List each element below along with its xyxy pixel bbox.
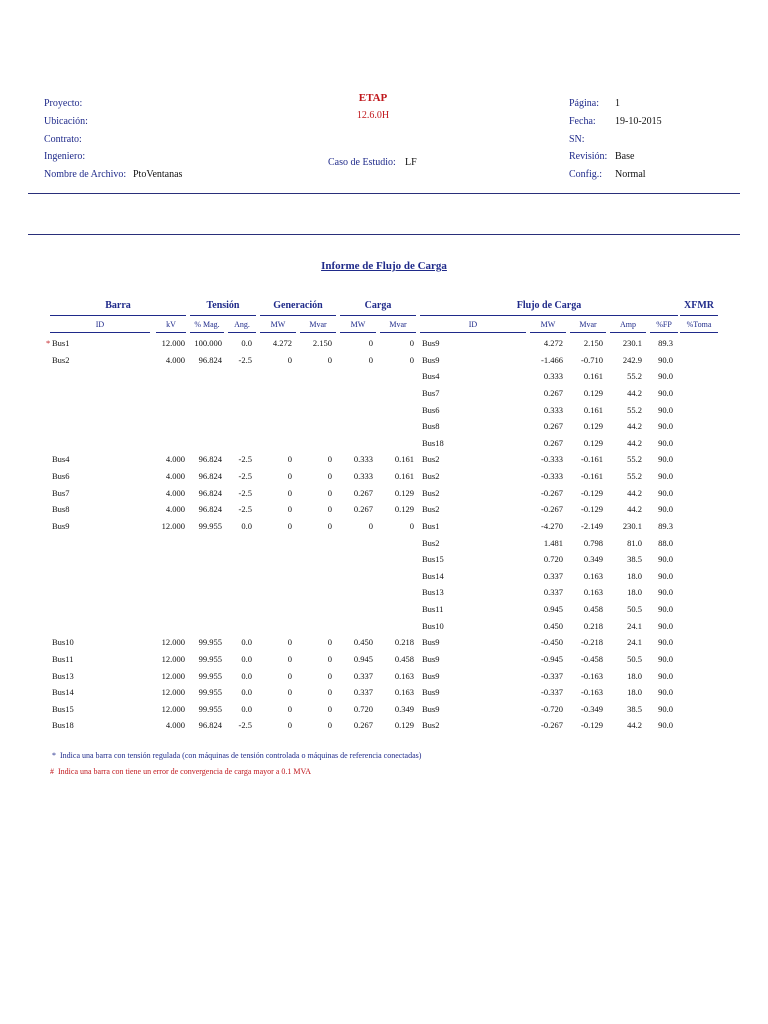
cell-flow-mw: -0.333 bbox=[541, 471, 563, 481]
cell-flow-mvar: 0.163 bbox=[583, 571, 603, 581]
cell-load-mvar: 0.349 bbox=[394, 704, 414, 714]
cell-bus-id: Bus7 bbox=[52, 488, 70, 498]
cell-gen-mw: 0 bbox=[287, 454, 292, 464]
cell-ang: 0.0 bbox=[241, 654, 252, 664]
cell-gen-mw: 0 bbox=[287, 521, 292, 531]
cell-load-mvar: 0.161 bbox=[394, 471, 414, 481]
column-underline bbox=[610, 332, 646, 333]
cell-load-mw: 0.337 bbox=[353, 687, 373, 697]
cell-bus-id: Bus9 bbox=[52, 521, 70, 531]
cell-flow-id: Bus2 bbox=[422, 454, 440, 464]
cell-flow-mw: 0.267 bbox=[543, 388, 563, 398]
col-kv: kV bbox=[166, 320, 176, 329]
cell-load-mw: 0.267 bbox=[353, 488, 373, 498]
cell-amp: 81.0 bbox=[627, 538, 642, 548]
cell-load-mw: 0.267 bbox=[353, 504, 373, 514]
cell-gen-mw: 0 bbox=[287, 704, 292, 714]
cell-load-mw: 0 bbox=[368, 355, 373, 365]
cell-load-mw: 0 bbox=[368, 338, 373, 348]
cell-flow-mvar: 0.161 bbox=[583, 371, 603, 381]
cell-kv: 4.000 bbox=[165, 355, 185, 365]
cell-pf: 90.0 bbox=[658, 471, 673, 481]
revision-value: Base bbox=[615, 151, 635, 162]
cell-amp: 18.0 bbox=[627, 671, 642, 681]
cell-flow-mw: -0.450 bbox=[541, 637, 563, 647]
group-tension: Tensión bbox=[206, 300, 240, 311]
cell-load-mw: 0.720 bbox=[353, 704, 373, 714]
cell-ang: 0.0 bbox=[241, 637, 252, 647]
app-name: ETAP bbox=[358, 92, 388, 104]
cell-flow-mvar: 2.150 bbox=[583, 338, 603, 348]
archivo-value: PtoVentanas bbox=[133, 169, 183, 180]
note-text: Indica una barra con tensión regulada (con máquinas de tensión controlada o máquinas de referencia conectadas) bbox=[60, 751, 422, 760]
cell-flow-mvar: -0.161 bbox=[581, 471, 603, 481]
cell-amp: 44.2 bbox=[627, 438, 642, 448]
cell-ang: -2.5 bbox=[238, 454, 252, 464]
cell-flow-mvar: 0.349 bbox=[583, 554, 603, 564]
cell-pf: 90.0 bbox=[658, 371, 673, 381]
cell-flow-mw: -0.337 bbox=[541, 687, 563, 697]
cell-flow-mw: 1.481 bbox=[543, 538, 563, 548]
label-contrato: Contrato: bbox=[44, 134, 82, 145]
cell-mag: 99.955 bbox=[198, 671, 222, 681]
cell-gen-mvar: 0 bbox=[327, 687, 332, 697]
cell-mag: 96.824 bbox=[198, 488, 222, 498]
group-underline bbox=[190, 315, 256, 316]
label-ingeniero: Ingeniero: bbox=[44, 151, 86, 162]
note-convergence bbox=[50, 767, 311, 776]
cell-kv: 4.000 bbox=[165, 720, 185, 730]
cell-load-mw: 0.333 bbox=[353, 454, 373, 464]
cell-amp: 38.5 bbox=[627, 554, 642, 564]
cell-amp: 18.0 bbox=[627, 687, 642, 697]
cell-gen-mw: 0 bbox=[287, 355, 292, 365]
cell-pf: 90.0 bbox=[658, 504, 673, 514]
group-underline bbox=[420, 315, 678, 316]
cell-ang: -2.5 bbox=[238, 504, 252, 514]
cell-flow-mvar: -0.163 bbox=[581, 687, 603, 697]
cell-flow-mvar: -0.218 bbox=[581, 637, 603, 647]
cell-kv: 12.000 bbox=[161, 338, 185, 348]
cell-load-mvar: 0.218 bbox=[394, 637, 414, 647]
header-divider bbox=[28, 193, 740, 194]
cell-ang: -2.5 bbox=[238, 355, 252, 365]
title-divider bbox=[28, 234, 740, 235]
cell-mag: 99.955 bbox=[198, 521, 222, 531]
cell-flow-id: Bus9 bbox=[422, 338, 440, 348]
cell-pf: 89.3 bbox=[658, 338, 673, 348]
cell-flow-id: Bus2 bbox=[422, 488, 440, 498]
cell-amp: 44.2 bbox=[627, 421, 642, 431]
cell-gen-mw: 0 bbox=[287, 488, 292, 498]
cell-pf: 90.0 bbox=[658, 604, 673, 614]
cell-bus-id: Bus4 bbox=[52, 454, 70, 464]
cell-flow-mw: 0.267 bbox=[543, 438, 563, 448]
cell-flow-mw: -0.267 bbox=[541, 488, 563, 498]
label-fecha: Fecha: bbox=[569, 116, 596, 127]
cell-bus-id: Bus1 bbox=[52, 338, 70, 348]
cell-flow-id: Bus4 bbox=[422, 371, 440, 381]
cell-flow-id: Bus9 bbox=[422, 637, 440, 647]
cell-flow-id: Bus1 bbox=[422, 521, 440, 531]
cell-bus-id: Bus13 bbox=[52, 671, 74, 681]
cell-mag: 96.824 bbox=[198, 720, 222, 730]
cell-mag: 99.955 bbox=[198, 704, 222, 714]
cell-amp: 44.2 bbox=[627, 720, 642, 730]
cell-flow-mvar: -0.161 bbox=[581, 454, 603, 464]
cell-flow-id: Bus9 bbox=[422, 687, 440, 697]
note-regulated bbox=[52, 751, 421, 760]
cell-bus-id: Bus18 bbox=[52, 720, 74, 730]
col-flow-mw: MW bbox=[540, 320, 556, 329]
cell-flow-mvar: 0.458 bbox=[583, 604, 603, 614]
cell-pf: 90.0 bbox=[658, 621, 673, 631]
group-flujo: Flujo de Carga bbox=[516, 300, 582, 311]
cell-kv: 12.000 bbox=[161, 521, 185, 531]
cell-kv: 12.000 bbox=[161, 704, 185, 714]
cell-flow-id: Bus7 bbox=[422, 388, 440, 398]
label-revision: Revisión: bbox=[569, 151, 608, 162]
label-ubicacion: Ubicación: bbox=[44, 116, 88, 127]
cell-gen-mw: 0 bbox=[287, 671, 292, 681]
column-underline bbox=[340, 332, 376, 333]
col-gen-mvar: Mvar bbox=[309, 320, 327, 329]
cell-flow-mvar: 0.798 bbox=[583, 538, 603, 548]
cell-flow-mw: -0.720 bbox=[541, 704, 563, 714]
column-underline bbox=[228, 332, 256, 333]
cell-gen-mw: 4.272 bbox=[272, 338, 292, 348]
cell-mag: 96.824 bbox=[198, 355, 222, 365]
cell-ang: 0.0 bbox=[241, 671, 252, 681]
cell-amp: 44.2 bbox=[627, 504, 642, 514]
cell-flow-mvar: 0.218 bbox=[583, 621, 603, 631]
cell-load-mw: 0.337 bbox=[353, 671, 373, 681]
cell-flow-mw: 0.337 bbox=[543, 571, 563, 581]
cell-flow-id: Bus11 bbox=[422, 604, 444, 614]
note-text: Indica una barra con tiene un error de convergencia de carga mayor a 0.1 MVA bbox=[58, 767, 312, 776]
cell-flow-mvar: -0.129 bbox=[581, 504, 603, 514]
cell-load-mvar: 0.163 bbox=[394, 687, 414, 697]
cell-gen-mvar: 0 bbox=[327, 671, 332, 681]
cell-flow-mw: 0.333 bbox=[543, 405, 563, 415]
cell-flow-id: Bus6 bbox=[422, 405, 440, 415]
cell-pf: 89.3 bbox=[658, 521, 673, 531]
column-underline bbox=[650, 332, 678, 333]
cell-ang: 0.0 bbox=[241, 704, 252, 714]
cell-flow-mw: 0.337 bbox=[543, 587, 563, 597]
note-symbol: * bbox=[52, 751, 56, 760]
cell-gen-mvar: 0 bbox=[327, 521, 332, 531]
column-underline bbox=[380, 332, 416, 333]
cell-pf: 90.0 bbox=[658, 687, 673, 697]
cell-flow-mvar: -2.149 bbox=[581, 521, 603, 531]
cell-pf: 90.0 bbox=[658, 438, 673, 448]
cell-pf: 90.0 bbox=[658, 654, 673, 664]
cell-flow-id: Bus13 bbox=[422, 587, 444, 597]
label-sn: SN: bbox=[569, 134, 585, 145]
cell-pf: 90.0 bbox=[658, 571, 673, 581]
cell-bus-id: Bus8 bbox=[52, 504, 70, 514]
cell-pf: 90.0 bbox=[658, 454, 673, 464]
group-underline bbox=[680, 315, 718, 316]
cell-gen-mvar: 0 bbox=[327, 654, 332, 664]
cell-flow-mvar: 0.129 bbox=[583, 421, 603, 431]
cell-flow-id: Bus8 bbox=[422, 421, 440, 431]
cell-mag: 96.824 bbox=[198, 471, 222, 481]
group-generacion: Generación bbox=[273, 300, 323, 311]
cell-load-mvar: 0 bbox=[409, 338, 414, 348]
cell-pf: 90.0 bbox=[658, 421, 673, 431]
cell-kv: 4.000 bbox=[165, 504, 185, 514]
cell-amp: 55.2 bbox=[627, 371, 642, 381]
cell-flow-mw: -0.267 bbox=[541, 504, 563, 514]
cell-pf: 90.0 bbox=[658, 671, 673, 681]
cell-flow-mvar: 0.163 bbox=[583, 587, 603, 597]
cell-flow-id: Bus18 bbox=[422, 438, 444, 448]
cell-gen-mw: 0 bbox=[287, 637, 292, 647]
cell-gen-mvar: 0 bbox=[327, 504, 332, 514]
cell-flow-mw: 0.267 bbox=[543, 421, 563, 431]
label-proyecto: Proyecto: bbox=[44, 98, 83, 109]
cell-mag: 99.955 bbox=[198, 637, 222, 647]
group-underline bbox=[340, 315, 416, 316]
cell-flow-mvar: -0.129 bbox=[581, 488, 603, 498]
col-load-mvar: Mvar bbox=[389, 320, 407, 329]
cell-flow-id: Bus14 bbox=[422, 571, 444, 581]
cell-mag: 99.955 bbox=[198, 687, 222, 697]
column-underline bbox=[50, 332, 150, 333]
cell-gen-mw: 0 bbox=[287, 471, 292, 481]
cell-amp: 242.9 bbox=[622, 355, 642, 365]
cell-pf: 90.0 bbox=[658, 554, 673, 564]
cell-flow-mw: 0.945 bbox=[543, 604, 563, 614]
cell-load-mw: 0.450 bbox=[353, 637, 373, 647]
cell-amp: 230.1 bbox=[622, 338, 642, 348]
app-version: 12.6.0H bbox=[356, 110, 390, 121]
col-ang: Ang. bbox=[234, 320, 250, 329]
cell-flow-id: Bus9 bbox=[422, 704, 440, 714]
cell-load-mvar: 0.129 bbox=[394, 504, 414, 514]
column-underline bbox=[680, 332, 718, 333]
cell-gen-mvar: 0 bbox=[327, 704, 332, 714]
cell-flow-mw: 0.333 bbox=[543, 371, 563, 381]
cell-load-mvar: 0.129 bbox=[394, 488, 414, 498]
cell-flow-mw: 4.272 bbox=[543, 338, 563, 348]
cell-pf: 88.0 bbox=[658, 538, 673, 548]
col-load-mw: MW bbox=[350, 320, 366, 329]
cell-kv: 4.000 bbox=[165, 471, 185, 481]
col-flow-mvar: Mvar bbox=[579, 320, 597, 329]
cell-gen-mvar: 0 bbox=[327, 355, 332, 365]
regulated-marker: * bbox=[46, 338, 51, 348]
cell-load-mvar: 0.161 bbox=[394, 454, 414, 464]
cell-bus-id: Bus11 bbox=[52, 654, 74, 664]
cell-flow-id: Bus9 bbox=[422, 355, 440, 365]
cell-gen-mw: 0 bbox=[287, 720, 292, 730]
cell-pf: 90.0 bbox=[658, 405, 673, 415]
caso-label: Caso de Estudio: bbox=[328, 157, 396, 168]
cell-flow-id: Bus2 bbox=[422, 538, 440, 548]
group-underline bbox=[260, 315, 336, 316]
cell-load-mvar: 0.458 bbox=[394, 654, 414, 664]
column-underline bbox=[156, 332, 186, 333]
cell-flow-mvar: 0.129 bbox=[583, 438, 603, 448]
cell-flow-mvar: 0.161 bbox=[583, 405, 603, 415]
config-value: Normal bbox=[615, 169, 646, 180]
cell-flow-id: Bus9 bbox=[422, 671, 440, 681]
cell-amp: 44.2 bbox=[627, 488, 642, 498]
cell-pf: 90.0 bbox=[658, 587, 673, 597]
cell-flow-mvar: 0.129 bbox=[583, 388, 603, 398]
cell-flow-mvar: -0.163 bbox=[581, 671, 603, 681]
col-mag: % Mag. bbox=[194, 320, 220, 329]
cell-amp: 55.2 bbox=[627, 471, 642, 481]
cell-flow-mvar: -0.710 bbox=[581, 355, 603, 365]
cell-flow-id: Bus15 bbox=[422, 554, 444, 564]
cell-amp: 18.0 bbox=[627, 587, 642, 597]
cell-bus-id: Bus10 bbox=[52, 637, 74, 647]
col-pf: %FP bbox=[656, 320, 672, 329]
report-title: Informe de Flujo de Carga bbox=[321, 260, 447, 272]
cell-gen-mvar: 0 bbox=[327, 488, 332, 498]
cell-gen-mvar: 0 bbox=[327, 454, 332, 464]
cell-flow-mvar: -0.458 bbox=[581, 654, 603, 664]
col-amp: Amp bbox=[620, 320, 636, 329]
group-carga: Carga bbox=[364, 300, 392, 311]
cell-amp: 24.1 bbox=[627, 621, 642, 631]
group-barra: Barra bbox=[105, 300, 131, 311]
cell-bus-id: Bus2 bbox=[52, 355, 70, 365]
cell-mag: 99.955 bbox=[198, 654, 222, 664]
cell-flow-mw: -4.270 bbox=[541, 521, 563, 531]
cell-load-mvar: 0.129 bbox=[394, 720, 414, 730]
cell-gen-mw: 0 bbox=[287, 687, 292, 697]
cell-load-mvar: 0 bbox=[409, 521, 414, 531]
cell-flow-mw: -0.267 bbox=[541, 720, 563, 730]
cell-ang: -2.5 bbox=[238, 488, 252, 498]
cell-pf: 90.0 bbox=[658, 720, 673, 730]
cell-amp: 55.2 bbox=[627, 454, 642, 464]
cell-ang: 0.0 bbox=[241, 521, 252, 531]
cell-gen-mw: 0 bbox=[287, 504, 292, 514]
caso-value: LF bbox=[405, 157, 417, 168]
cell-load-mw: 0.267 bbox=[353, 720, 373, 730]
label-config: Config.: bbox=[569, 169, 603, 180]
column-underline bbox=[570, 332, 606, 333]
cell-amp: 44.2 bbox=[627, 388, 642, 398]
col-id: ID bbox=[95, 320, 105, 329]
cell-mag: 96.824 bbox=[198, 454, 222, 464]
cell-flow-mw: -0.945 bbox=[541, 654, 563, 664]
cell-amp: 55.2 bbox=[627, 405, 642, 415]
cell-kv: 12.000 bbox=[161, 654, 185, 664]
cell-pf: 90.0 bbox=[658, 388, 673, 398]
cell-amp: 50.5 bbox=[627, 604, 642, 614]
cell-flow-mw: 0.720 bbox=[543, 554, 563, 564]
cell-load-mw: 0.333 bbox=[353, 471, 373, 481]
cell-kv: 4.000 bbox=[165, 488, 185, 498]
cell-flow-mvar: -0.129 bbox=[581, 720, 603, 730]
col-toma: %Toma bbox=[686, 320, 712, 329]
fecha-value: 19-10-2015 bbox=[615, 116, 662, 127]
column-underline bbox=[260, 332, 296, 333]
cell-flow-mw: 0.450 bbox=[543, 621, 563, 631]
cell-load-mw: 0.945 bbox=[353, 654, 373, 664]
cell-flow-id: Bus9 bbox=[422, 654, 440, 664]
group-underline bbox=[50, 315, 186, 316]
cell-pf: 90.0 bbox=[658, 704, 673, 714]
cell-pf: 90.0 bbox=[658, 637, 673, 647]
cell-bus-id: Bus14 bbox=[52, 687, 74, 697]
cell-mag: 100.000 bbox=[194, 338, 222, 348]
cell-gen-mvar: 0 bbox=[327, 471, 332, 481]
cell-gen-mvar: 0 bbox=[327, 720, 332, 730]
cell-gen-mvar: 2.150 bbox=[312, 338, 332, 348]
col-flow-id: ID bbox=[468, 320, 478, 329]
column-underline bbox=[530, 332, 566, 333]
column-underline bbox=[420, 332, 526, 333]
cell-bus-id: Bus6 bbox=[52, 471, 70, 481]
cell-amp: 18.0 bbox=[627, 571, 642, 581]
cell-pf: 90.0 bbox=[658, 488, 673, 498]
cell-flow-id: Bus2 bbox=[422, 471, 440, 481]
cell-flow-id: Bus2 bbox=[422, 504, 440, 514]
cell-ang: -2.5 bbox=[238, 720, 252, 730]
cell-load-mw: 0 bbox=[368, 521, 373, 531]
cell-kv: 12.000 bbox=[161, 637, 185, 647]
column-underline bbox=[190, 332, 224, 333]
cell-kv: 4.000 bbox=[165, 454, 185, 464]
cell-flow-id: Bus2 bbox=[422, 720, 440, 730]
cell-load-mvar: 0.163 bbox=[394, 671, 414, 681]
cell-ang: 0.0 bbox=[241, 687, 252, 697]
col-gen-mw: MW bbox=[270, 320, 286, 329]
cell-gen-mw: 0 bbox=[287, 654, 292, 664]
cell-bus-id: Bus15 bbox=[52, 704, 74, 714]
cell-amp: 24.1 bbox=[627, 637, 642, 647]
cell-flow-mw: -1.466 bbox=[541, 355, 563, 365]
cell-amp: 50.5 bbox=[627, 654, 642, 664]
group-xfmr: XFMR bbox=[684, 300, 714, 311]
cell-flow-id: Bus10 bbox=[422, 621, 444, 631]
cell-amp: 230.1 bbox=[622, 521, 642, 531]
cell-flow-mw: -0.333 bbox=[541, 454, 563, 464]
cell-ang: 0.0 bbox=[241, 338, 252, 348]
cell-kv: 12.000 bbox=[161, 687, 185, 697]
cell-flow-mw: -0.337 bbox=[541, 671, 563, 681]
cell-ang: -2.5 bbox=[238, 471, 252, 481]
cell-amp: 38.5 bbox=[627, 704, 642, 714]
cell-flow-mvar: -0.349 bbox=[581, 704, 603, 714]
note-symbol: # bbox=[50, 767, 54, 776]
label-nombre-archivo: Nombre de Archivo: bbox=[44, 169, 127, 180]
cell-pf: 90.0 bbox=[658, 355, 673, 365]
cell-kv: 12.000 bbox=[161, 671, 185, 681]
cell-load-mvar: 0 bbox=[409, 355, 414, 365]
cell-gen-mvar: 0 bbox=[327, 637, 332, 647]
cell-mag: 96.824 bbox=[198, 504, 222, 514]
label-pagina: Página: bbox=[569, 98, 599, 109]
column-underline bbox=[300, 332, 336, 333]
pagina-value: 1 bbox=[615, 98, 620, 109]
